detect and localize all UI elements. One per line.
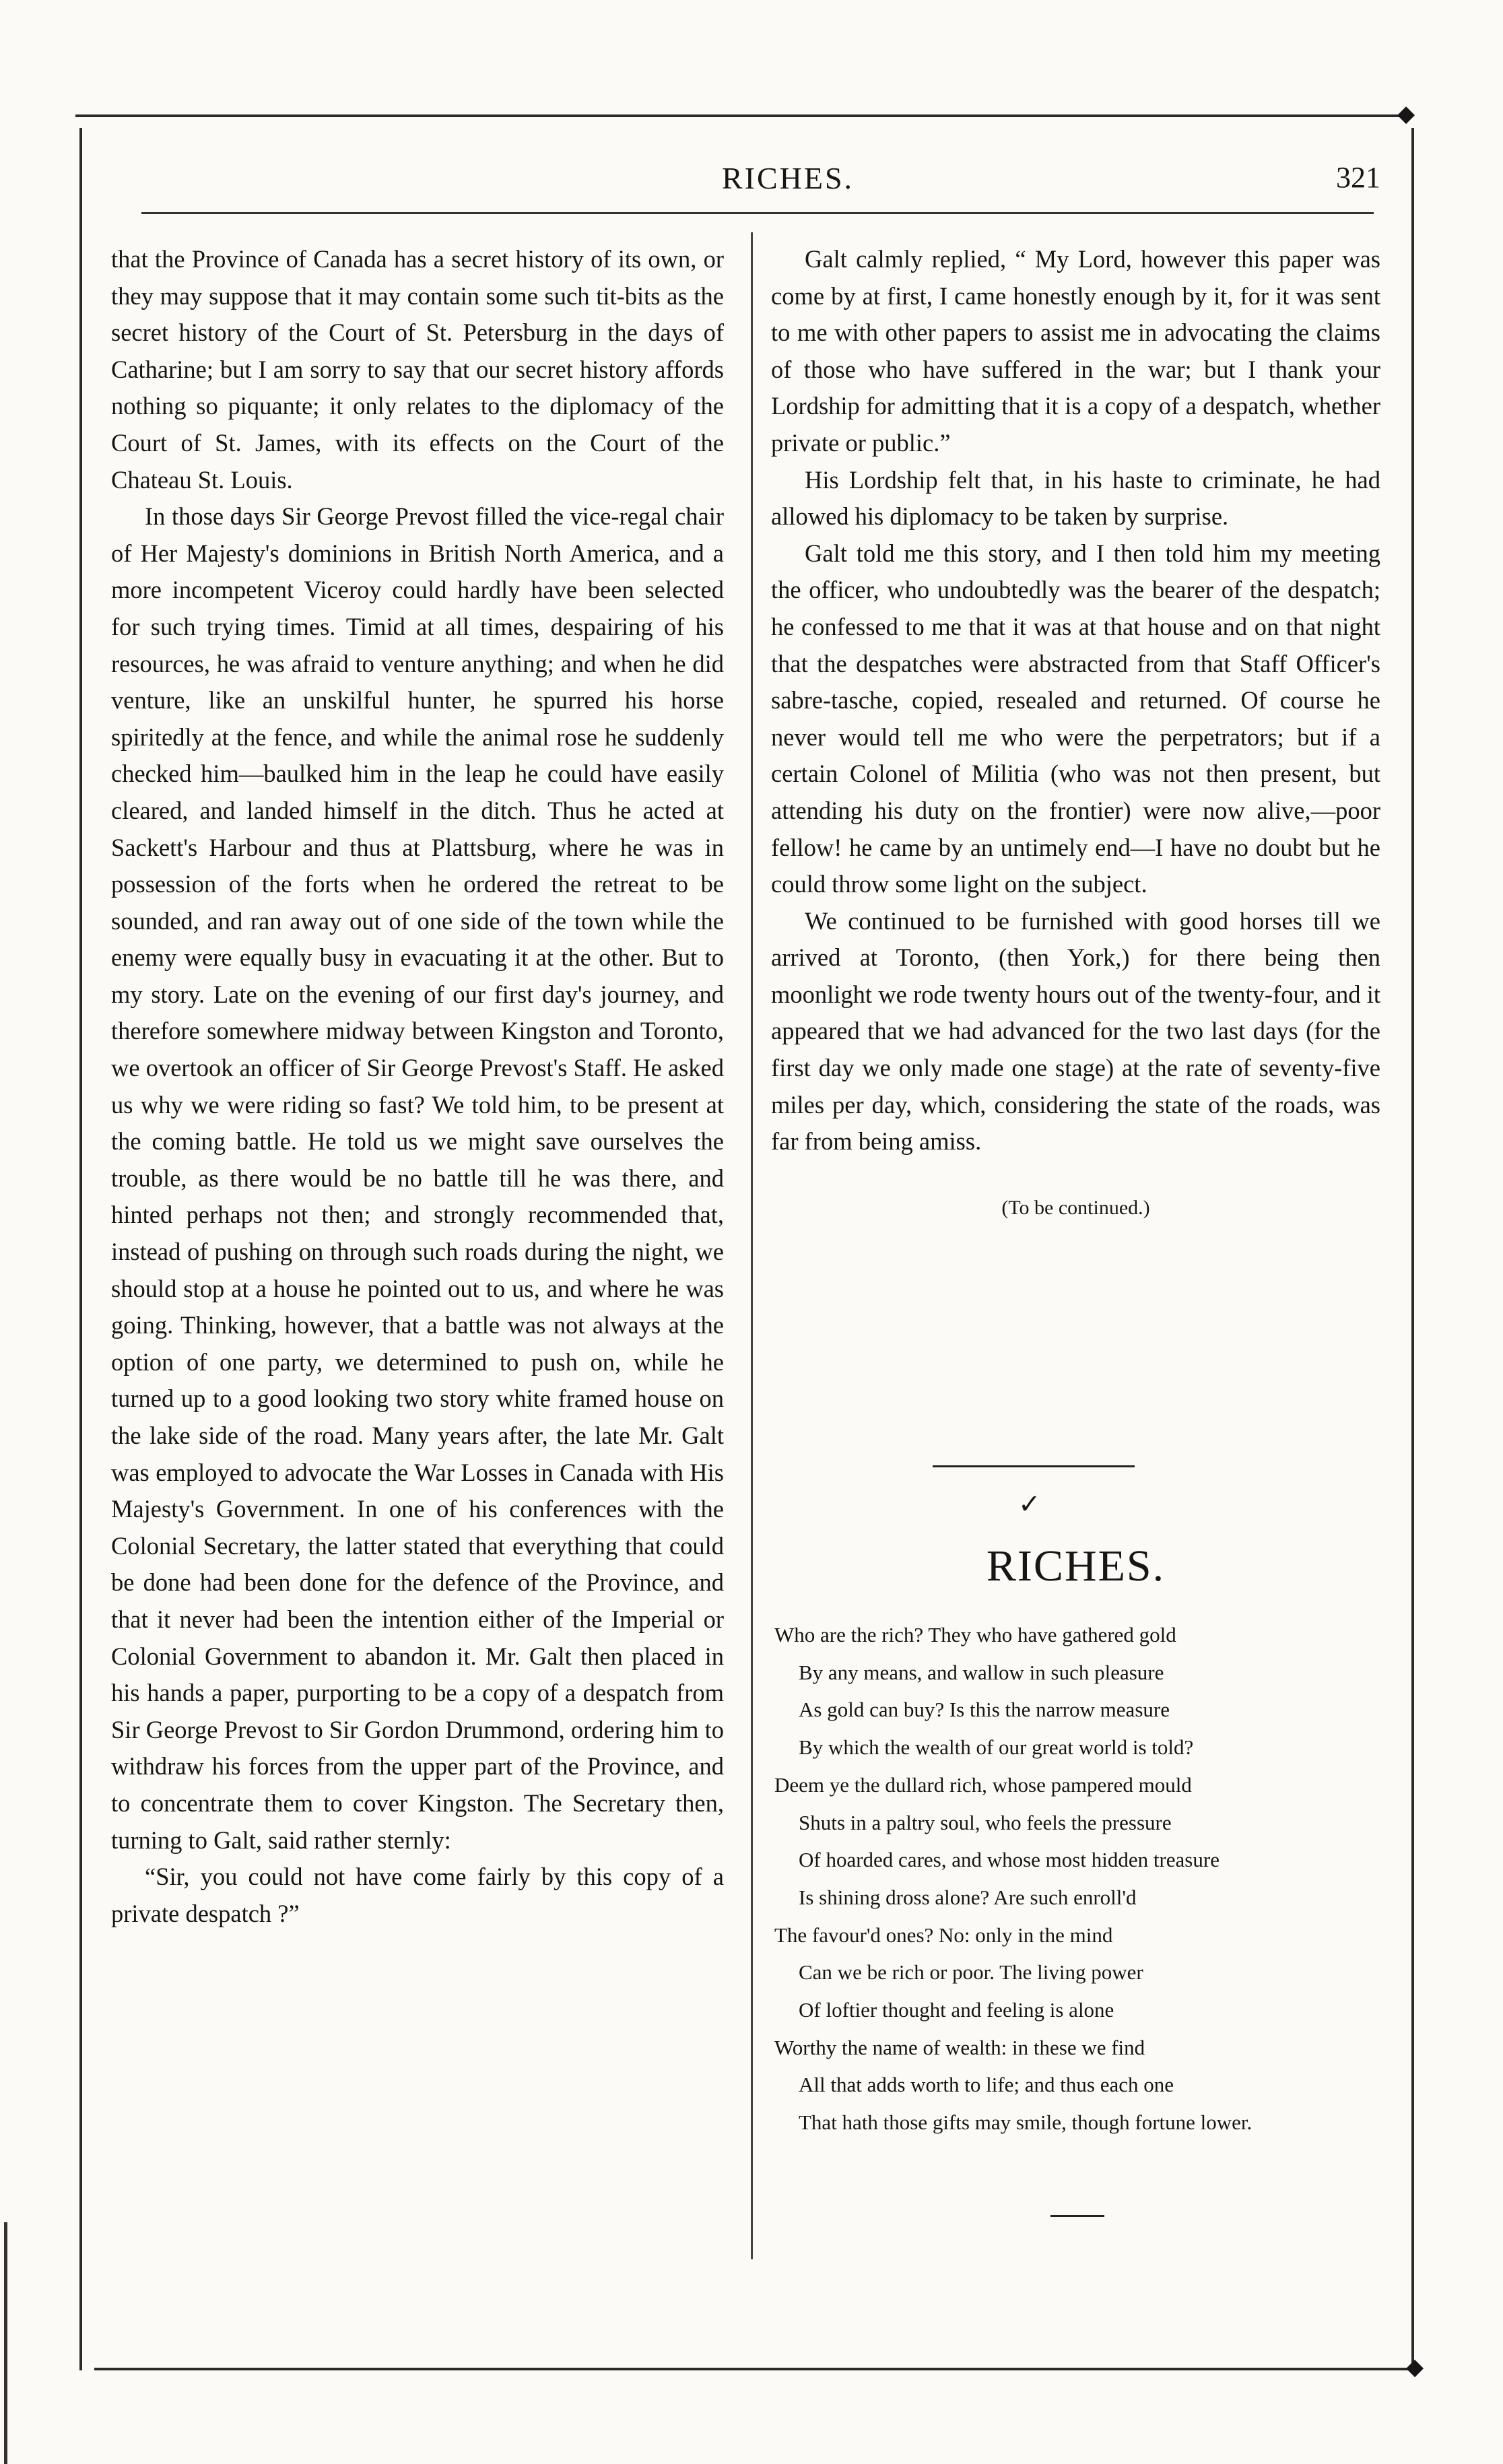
right-paragraph-3: Galt told me this story, and I then told him my meeting the officer, who undoubtedly was the bearer of the despatch; he confessed to me that it was at that house and on that night that the despatches were abstracted from that Staff Officer's sabre-tasche, copied, resealed and returned. Of course he never would tell me who were the perpetrators; but if a certain Colonel of Militia (who was not then present, but attending his duty on the frontier) were now alive,—poor fellow! he came by an untimely end—I have no doubt but he could throw some light on the subject. bbox=[771, 539, 1380, 898]
section-separator-rule bbox=[933, 1465, 1135, 1467]
page-number: 321 bbox=[1336, 161, 1380, 194]
poem bbox=[774, 1616, 1380, 2141]
poem-line-13: All that adds worth to life; and thus each one bbox=[799, 2073, 1174, 2097]
poem-line-11: Of loftier thought and feeling is alone bbox=[799, 1998, 1114, 2022]
end-rule bbox=[1050, 2215, 1104, 2217]
poem-title: RICHES. bbox=[986, 1541, 1166, 1591]
left-column bbox=[111, 241, 724, 1932]
to-be-continued: (To be continued.) bbox=[1001, 1196, 1150, 1219]
corner-ornament-top-right: ◆ bbox=[1397, 102, 1415, 127]
poem-line-4: By which the wealth of our great world is told? bbox=[799, 1735, 1194, 1760]
poem-line-7: Of hoarded cares, and whose most hidden treasure bbox=[799, 1848, 1220, 1872]
poem-line-8: Is shining dross alone? Are such enroll'd bbox=[799, 1885, 1137, 1909]
poem-line-2: By any means, and wallow in such pleasure bbox=[799, 1660, 1164, 1684]
left-paragraph-2: In those days Sir George Prevost filled the vice-regal chair of Her Majesty's dominions in British North America, and a more incompetent Viceroy could hardly have been selected for such trying times. Timid at all times, despairing of his resources, he was afraid to venture anything; and when he did venture, like an unskilful hunter, he spurred his horse spiritedly at the fence, and while the animal rose he suddenly checked him—baulked him in the leap he could have easily cleared, and landed himself in the ditch. Thus he acted at Sackett's Harbour and thus at Plattsburg, where he was in possession of the forts when he ordered the retreat to be sounded, and ran away out of one side of the town while the enemy were equally busy in evacuating it at the other. But to my story. Late on the evening of our first day's journey, and therefore somewhere midway between Kingston and Toronto, we overtook an officer of Sir George Prevost's Staff. He asked us why we were riding so fast? We told him, to be present at the coming battle. He told us we might save ourselves the trouble, as there would be no battle till he was there, and hinted perhaps not then; and strongly recommended that, instead of pushing on through such roads during the night, we should stop at a house he pointed out to us, and where he was going. Thinking, however, that a battle was not always at the option of one party, we determined to push on, while he turned up to a good looking two story white framed house on the lake side of the road. Many years after, the late Mr. Galt was employed to advocate the War Losses in Canada with His Majesty's Government. In one of his conferences with the Colonial Secretary, the latter stated that everything that could be done had been done for the defence of the Province, and that it never had been the intention either of the Imperial or Colonial Government to abandon it. Mr. Galt then placed in his hands a paper, purporting to be a copy of a despatch from Sir George Prevost to Sir Gordon Drummond, ordering him to withdraw his forces from the upper part of the Province, and to concentrate them to cover Kingston. The Secretary then, turning to Galt, said rather sternly: bbox=[111, 502, 724, 1854]
poem-line-6: Shuts in a paltry soul, who feels the pressure bbox=[799, 1810, 1172, 1834]
frame-left-rule bbox=[79, 128, 82, 2370]
column-divider bbox=[751, 232, 753, 2259]
left-paragraph-1: that the Province of Canada has a secret history of its own, or they may suppose that it may contain some such tit-bits as the secret history of the Court of St. Petersburg in the days of Catharine; but I am sorry to say that our secret history affords nothing so piquante; it only relates to the diplomacy of the Court of St. James, with its effects on the Court of the Chateau St. Louis. bbox=[111, 245, 724, 494]
header-rule bbox=[141, 212, 1374, 214]
corner-ornament-bottom-right: ◆ bbox=[1406, 2355, 1424, 2380]
right-paragraph-4: We continued to be furnished with good horses till we arrived at Toronto, (then York,) for there being then moonlight we rode twenty hours out of the twenty-four, and it appeared that we had advanced for the two last days (for the first day we only made one stage) at the rate of seventy-five miles per day, which, considering the state of the roads, was far from being amiss. bbox=[771, 906, 1380, 1156]
poem-line-3: As gold can buy? Is this the narrow measure bbox=[799, 1698, 1170, 1722]
check-mark: ✓ bbox=[1018, 1489, 1041, 1519]
frame-bottom-rule bbox=[94, 2368, 1421, 2370]
frame-top-rule bbox=[75, 114, 1409, 117]
left-paragraph-3: “Sir, you could not have come fairly by this copy of a private despatch ?” bbox=[111, 1863, 724, 1927]
right-paragraph-2: His Lordship felt that, in his haste to criminate, he had allowed his diplomacy to be taken by surprise. bbox=[771, 465, 1380, 531]
right-paragraph-1: Galt calmly replied, “ My Lord, however this paper was come by at first, I came honestly enough by it, for it was sent to me with other papers to assist me in advocating the claims of those who have suffered in the war; but I thank your Lordship for admitting that it is a copy of a despatch, whether private or public.” bbox=[771, 245, 1380, 457]
poem-line-5: Deem ye the dullard rich, whose pampered mould bbox=[774, 1772, 1192, 1797]
running-title: RICHES. bbox=[721, 161, 855, 195]
right-column bbox=[771, 241, 1380, 1226]
poem-line-10: Can we be rich or poor. The living power bbox=[799, 1960, 1143, 1985]
poem-line-9: The favour'd ones? No: only in the mind bbox=[774, 1923, 1113, 1947]
page-edge bbox=[4, 2222, 7, 2464]
frame-right-rule bbox=[1411, 128, 1414, 2370]
poem-line-14: That hath those gifts may smile, though fortune lower. bbox=[799, 2110, 1252, 2135]
poem-line-1: Who are the rich? They who have gathered gold bbox=[774, 1623, 1176, 1646]
poem-line-12: Worthy the name of wealth: in these we find bbox=[774, 2035, 1145, 2059]
